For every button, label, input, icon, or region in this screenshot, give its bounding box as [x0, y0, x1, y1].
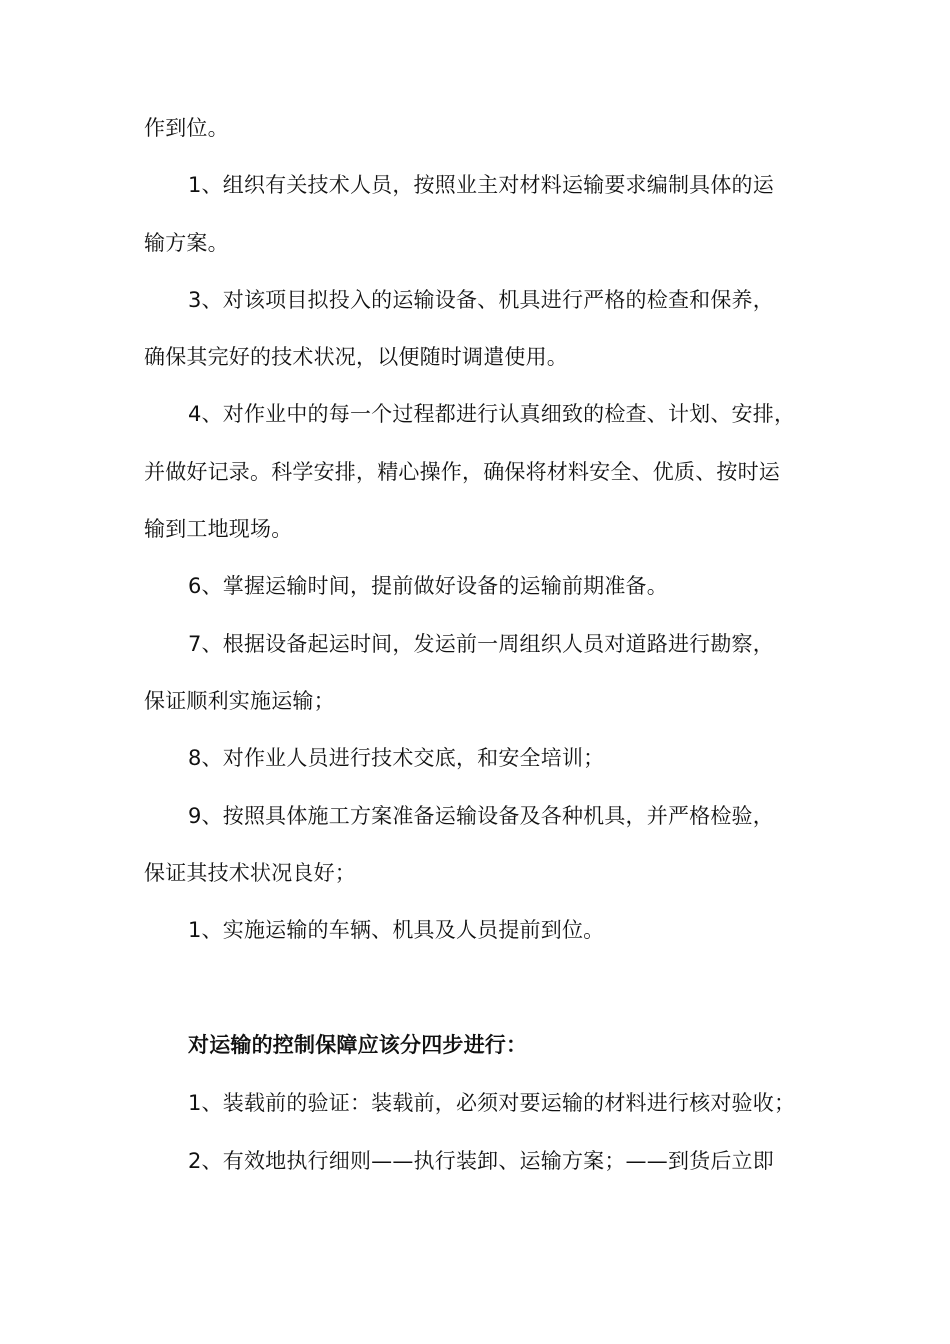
text-line: 6、掌握运输时间，提前做好设备的运输前期准备。 — [188, 574, 668, 598]
text-line: 确保其完好的技术状况，以便随时调遣使用。 — [144, 345, 568, 369]
text-line: 保证其技术状况良好； — [144, 861, 356, 885]
text-line: 输方案。 — [144, 231, 229, 255]
text-line: 3、对该项目拟投入的运输设备、机具进行严格的检查和保养， — [188, 288, 774, 312]
text-line: 保证顺利实施运输； — [144, 689, 335, 713]
text-line: 并做好记录。科学安排，精心操作，确保将材料安全、优质、按时运 — [144, 460, 780, 484]
text-line: 7、根据设备起运时间，发运前一周组织人员对道路进行勘察， — [188, 632, 774, 656]
text-line: 9、按照具体施工方案准备运输设备及各种机具，并严格检验， — [188, 804, 774, 828]
text-line: 1、组织有关技术人员，按照业主对材料运输要求编制具体的运 — [188, 173, 774, 197]
section-heading: 对运输的控制保障应该分四步进行： — [188, 1033, 528, 1057]
text-line: 8、对作业人员进行技术交底，和安全培训； — [188, 746, 605, 770]
text-line: 作到位。 — [144, 116, 229, 140]
text-line: 2、有效地执行细则——执行装卸、运输方案；——到货后立即 — [188, 1149, 774, 1173]
text-line: 4、对作业中的每一个过程都进行认真细致的检查、计划、安排， — [188, 402, 796, 426]
text-line: 1、实施运输的车辆、机具及人员提前到位。 — [188, 918, 605, 942]
text-line: 1、装载前的验证：装载前，必须对要运输的材料进行核对验收； — [188, 1091, 796, 1115]
text-line: 输到工地现场。 — [144, 517, 293, 541]
